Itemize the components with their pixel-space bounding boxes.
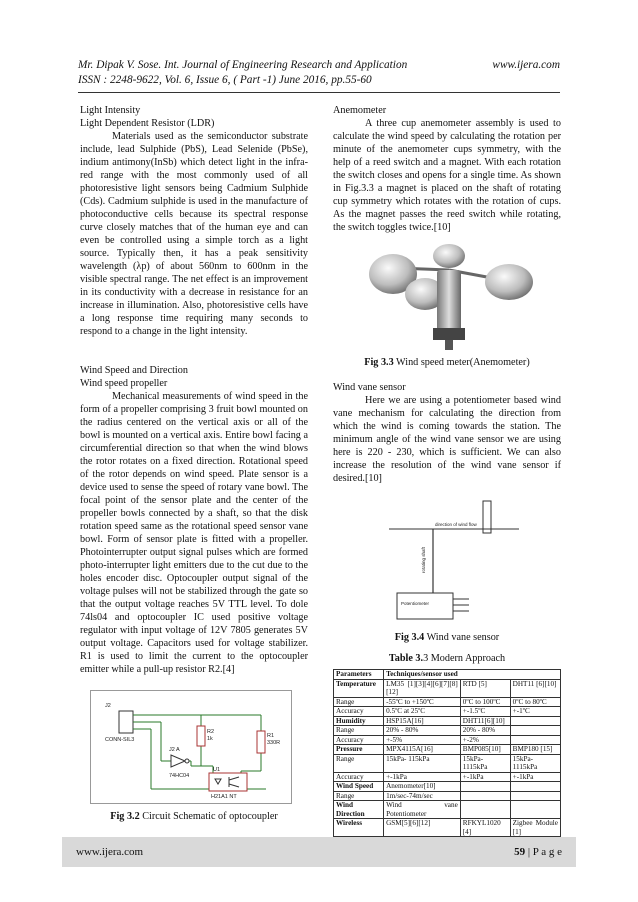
table-cell: 15kPa- 115kPa — [384, 754, 461, 772]
table-row — [334, 791, 561, 801]
table-cell: Accuracy — [334, 735, 384, 745]
table-header-cell: Parameters — [334, 670, 384, 680]
table-cell — [510, 782, 560, 792]
j2-part: CONN-SIL3 — [105, 737, 135, 743]
table-row — [334, 697, 561, 707]
j2-label: J2 — [105, 703, 111, 709]
table-cell: 0ºC to 80ºC — [510, 697, 560, 707]
journal-website[interactable]: www.ijera.com — [492, 59, 560, 71]
table-cell: RTD [5] — [460, 679, 510, 697]
table-cell — [510, 726, 560, 736]
table-cell — [510, 735, 560, 745]
table-row — [334, 782, 561, 792]
left-column — [80, 104, 308, 823]
r1-value: 330R — [267, 740, 281, 746]
table-header-cell: Techniques/sensor used — [384, 670, 561, 680]
wind-vane-diagram — [373, 493, 523, 625]
journal-citation: Mr. Dipak V. Sose. Int. Journal of Engineering Research and Application — [78, 59, 408, 71]
table-cell: +-5% — [384, 735, 461, 745]
table-cell: 20% - 80% — [384, 726, 461, 736]
vane-top-label: direction of wind flow — [435, 522, 477, 527]
table-row — [334, 772, 561, 782]
fig-3-2-caption: Fig 3.2 Circuit Schematic of optocoupler — [110, 811, 278, 822]
right-column — [333, 104, 561, 847]
page-number: 59 | P a g e — [514, 846, 562, 858]
table-row — [334, 726, 561, 736]
table-cell: Humidity — [334, 716, 384, 726]
table-cell: Range — [334, 726, 384, 736]
table-cell: GSM[5][6][12] — [384, 819, 461, 837]
r2-label: R2 — [207, 729, 215, 735]
table-cell: 15kPa- 1115kPa — [510, 754, 560, 772]
table-cell — [510, 801, 560, 819]
table-cell: Temperature — [334, 679, 384, 697]
table-cell: HSP15A[16] — [384, 716, 461, 726]
table-cell: 0.5ºC at 25ºC — [384, 707, 461, 717]
header-divider — [78, 92, 560, 93]
table-cell: 20% - 80% — [460, 726, 510, 736]
j2a-part: 74HC04 — [169, 773, 190, 779]
table-row — [334, 679, 561, 697]
table-cell: BMP085[10] — [460, 745, 510, 755]
table-cell: BMP180 [15] — [510, 745, 560, 755]
table-cell — [510, 791, 560, 801]
table-cell: Wind Direction — [334, 801, 384, 819]
table-cell — [510, 716, 560, 726]
section-heading-light-intensity: Light Intensity — [80, 105, 141, 116]
section-heading-anemometer: Anemometer — [333, 105, 387, 116]
table-cell: Range — [334, 791, 384, 801]
table-row — [334, 754, 561, 772]
table-cell: -55ºC to +150ºC — [384, 697, 461, 707]
table-cell: +-1ºC — [510, 707, 560, 717]
table-cell: +-1kPa — [460, 772, 510, 782]
table-row — [334, 735, 561, 745]
table-cell: 15kPa- 1115kPa — [460, 754, 510, 772]
optocoupler-schematic-figure — [90, 690, 292, 804]
table-cell: Accuracy — [334, 707, 384, 717]
table-cell: Wind vane Potentiometer — [384, 801, 461, 819]
table-row — [334, 745, 561, 755]
table-cell: LM35 [1][3][4][6][7][8][12] — [384, 679, 461, 697]
fig-3-4-caption: Fig 3.4 Wind vane sensor — [394, 632, 500, 643]
table-row — [334, 716, 561, 726]
subheading-propeller: Wind speed propeller — [80, 378, 168, 389]
table-3-3-caption: Table 3.3 Modern Approach — [388, 653, 506, 664]
r1-label: R1 — [267, 733, 275, 739]
u1-label: U1 — [213, 767, 221, 773]
optocoupler-schematic — [91, 691, 289, 801]
section-heading-wind: Wind Speed and Direction — [80, 365, 188, 376]
table-cell: Wind Speed — [334, 782, 384, 792]
table-cell: Range — [334, 754, 384, 772]
table-cell — [460, 801, 510, 819]
table-cell: DHT11 [6][10] — [510, 679, 560, 697]
table-cell: RFKYL1020 [4] — [460, 819, 510, 837]
table-cell: MPX4115A[16] — [384, 745, 461, 755]
table-header-row — [334, 670, 561, 680]
table-cell: +-1.5ºC — [460, 707, 510, 717]
table-cell: Wireless — [334, 819, 384, 837]
table-cell: Anemometer[10] — [384, 782, 461, 792]
table-cell: +-1kPa — [510, 772, 560, 782]
page-footer — [62, 837, 576, 867]
table-cell — [460, 782, 510, 792]
j2a-label: J2 A — [169, 747, 180, 753]
issn-line: ISSN : 2248-9622, Vol. 6, Issue 6, ( Part -1) June 2016, pp.55-60 — [78, 74, 372, 86]
table-cell: Range — [334, 697, 384, 707]
propeller-paragraph: Mechanical measurements of wind speed in the form of a propeller comprising 3 fruit bowl mounted on the radius centered on the vertical axis or all of the bowl is mounted on a vertical axis. Entire bowl facing a circumferential direction so that when the wind blows the rotor rotates on a fixed direction. Rotational speed of the rotor depends on wind speed. Plate sensor is a device used to sense the speed of rotary vane bowl. The focal point of the sensor plate and the center of the propeller bowls connected by a shaft, so that the disk rotation speed same as the rotational speed sensor vane bowl. Form of sensor plate is fitted with a propeller. Photointerrupter output signal pulses which are formed photo-interrupter light emitters due to the cut due to the holes encoder disc. Optocoupler output signal of the voltage pulses will not be stabilized through the gate so that the output voltage reaches 5V TTL level. To dole 74ls04 and optocoupler IC used positive voltage regulator with input voltage of 12V 7805 generates 5V output voltage. Capacitors used for voltage stabilizer. R1 is used to limit the current to the optocoupler emitter while a pull-up resistor R2.[4] — [80, 391, 308, 675]
wind-vane-figure — [373, 493, 523, 625]
table-cell: 1m/sec-74m/sec — [384, 791, 461, 801]
table-cell: DHT11[6][10] — [460, 716, 510, 726]
table-cell: Zigbee Module [1] — [510, 819, 560, 837]
table-row — [334, 801, 561, 819]
anemometer-figure — [363, 242, 533, 350]
table-row — [334, 707, 561, 717]
table-cell: Pressure — [334, 745, 384, 755]
vane-box-label: Potentiometer — [401, 601, 430, 606]
fig-3-3-caption: Fig 3.3 Wind speed meter(Anemometer) — [364, 357, 530, 368]
section-heading-wind-vane: Wind vane sensor — [333, 382, 406, 393]
table-cell: 0ºC to 100ºC — [460, 697, 510, 707]
table-row — [334, 819, 561, 837]
vane-shaft-label: rotating shaft — [421, 546, 426, 573]
page-header — [78, 58, 560, 88]
u1-part: H21A1 NT — [211, 794, 237, 800]
table-cell: +-2% — [460, 735, 510, 745]
anemometer-image — [363, 242, 533, 350]
table-cell — [460, 791, 510, 801]
anemometer-paragraph: A three cup anemometer assembly is used to calculate the wind speed by calculating the rotation per minute of the anemometer cups symmetry, with the help of a reed switch and a magnet. With each rotation the switch closes and opens for a single time. As shown in Fig.3.3 a magnet is placed on the shaft of rotating cup symmetry which rotates with the rotation of cups. As the magnet passes the reed switch while rotating, the switch toggles twice.[10] — [333, 118, 561, 233]
footer-website[interactable]: www.ijera.com — [76, 846, 144, 858]
subheading-ldr: Light Dependent Resistor (LDR) — [80, 118, 215, 129]
wind-vane-paragraph: Here we are using a potentiometer based wind vane mechanism for calculating the direction from which the wind is coming towards the station. The minimum angle of the wind vane sensor we are using here is 220 - 230, which is sufficient. We can also increase the resolution of the wind vane sensor if desired.[10] — [333, 395, 561, 484]
r2-value: 1k — [207, 736, 213, 742]
table-cell: Accuracy — [334, 772, 384, 782]
modern-approach-table — [333, 669, 561, 847]
ldr-paragraph: Materials used as the semiconductor substrate include, lead Sulphide (PbS), Lead Selenide (PbSe), indium antimony(InSb) which detect light in the infra-red range with the most commonly used of all photoresistive light sensors being Cadmium Sulphide (Cds). Cadmium sulphide is used in the manufacture of photoconductive cells because its spectral response curve closely matches that of the human eye and can even be controlled using a simple torch as a light source. Typically then, it has a peak sensitivity wavelength (λp) of about 560nm to 600nm in the visible spectral range. The net effect is an improvement in its conductivity with a decrease in resistance for an increase in illumination. Also, photoresistive cells have a long response time requiring many seconds to respond to a change in the light intensity. — [80, 131, 308, 337]
table-cell: +-1kPa — [384, 772, 461, 782]
